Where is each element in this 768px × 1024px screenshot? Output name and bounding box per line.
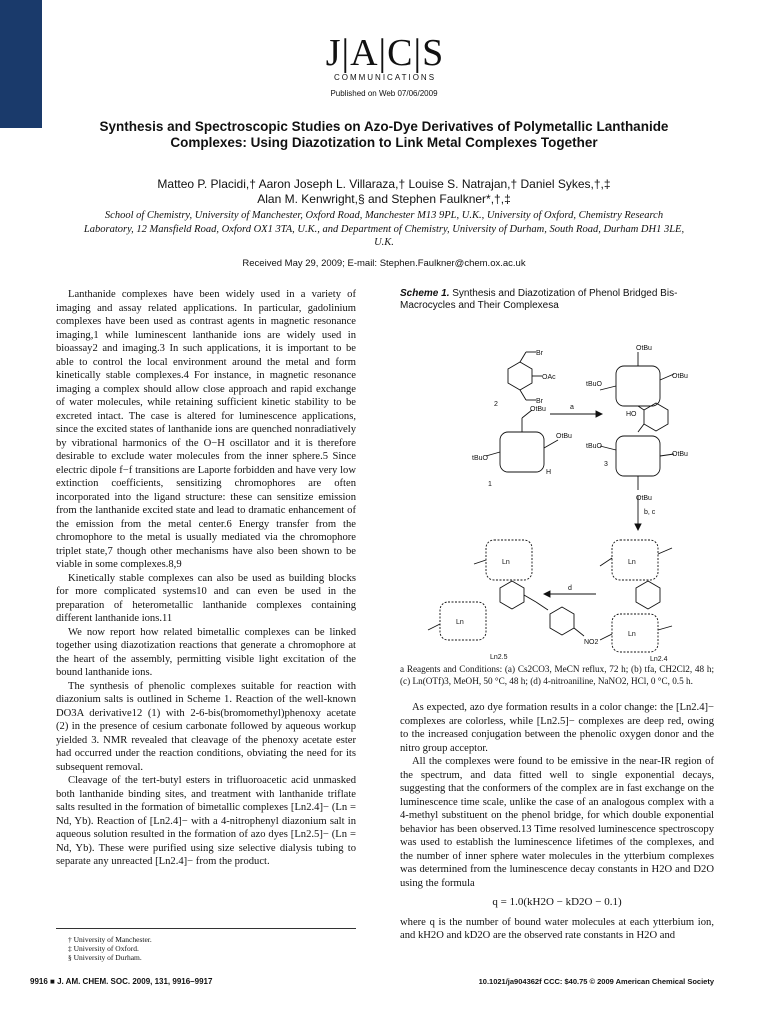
authors-line-2: Alan M. Kenwright,§ and Stephen Faulkner*,†,‡ [257,192,511,206]
scheme-conditions: a Reagents and Conditions: (a) Cs2CO3, MeCN reflux, 72 h; (b) tfa, CH2Cl2, 48 h; (c) Ln(OTf)3, MeOH, 50 °C, 48 h; (d) 4-nitroaniline, NaNO2, HCl, 0 °C, 0.5 h. [400,664,714,686]
body-paragraph: The synthesis of phenolic complexes suitable for reaction with diazonium salts is outlined in Scheme 1. Reaction of the well-known DO3A derivative12 (1) with 2-6-bis(bromomethyl)phenoxy acetate (2) in the presence of cesium carbonate followed by aqueous workup yielded 3. NMR revealed that cleavage of the phenoxy acetate ester had occurred under the reaction conditions, obviating the need for its subsequent removal. [56,680,356,773]
label-tbuo-c3b: tBuO [586,443,602,450]
label-ln-c5b: Ln [456,619,464,626]
compound-2-label: 2 [494,401,498,408]
journal-logo [320,34,450,82]
body-paragraph: We now report how related bimetallic complexes can be linked together using diazotization reactions that generate a chromophore at the heart of the assembly, permitting visible light excitation of the bound lanthanide ions. [56,626,356,678]
left-column [56,288,356,869]
label-ln-c4a: Ln [628,559,636,566]
compound-1-macrocycle [500,432,544,472]
logo-text: J|A|C|S [325,32,445,74]
label-otbu-c3a: OtBu [636,345,652,352]
author-list [90,177,678,207]
body-paragraph: Cleavage of the tert-butyl esters in trifluoroacetic acid unmasked both lanthanide binding sites, and treatment with lanthanide triflate salts resulted in the formation of bimetallic complexes [Ln2.4]− (Ln = Nd, Yb). Reaction of [Ln2.4]− with a 4-nitrophenyl diazonium salt in aqueous solution resulted in the formation of azo dyes [Ln2.5]− (Ln = Nd, Yb). These were purified using size selective dialysis tubing to separate any unreacted [Ln2.4]− from the product. [56,775,356,867]
step-a-label: a [570,404,574,411]
reaction-scheme-figure [400,314,714,662]
ln24-phenol-ring [636,581,660,609]
scheme-drawing [400,314,714,662]
affiliation-footnotes [56,928,356,962]
ln25-phenol-ring [500,581,524,609]
compound-3-phenol-ring [644,403,668,431]
scheme-caption [400,288,714,312]
label-otbu-c3c: OtBu [672,451,688,458]
label-h: H [546,469,552,476]
body-paragraph-continued: where q is the number of bound water molecules at each ytterbium ion, and kH2O and kD2O are the observed rate constants in H2O and [400,916,714,941]
logo-subtitle: COMMUNICATIONS [333,73,437,82]
footnote: † University of Manchester. [68,935,152,944]
scheme-caption-text: Synthesis and Diazotization of Phenol Bridged Bis-Macrocycles and Their Complexesa [400,288,678,311]
label-otbu-c3d: OtBu [636,495,652,502]
label-br-bottom: Br [536,398,543,405]
scheme-label: Scheme 1. [400,288,450,299]
label-otbu-c1b: OtBu [556,433,572,440]
right-body-text [400,701,714,943]
journal-sidebar-bar [0,0,42,128]
compound-2-ring [508,362,532,390]
label-ln-c4b: Ln [628,631,636,638]
step-bc-label: b, c [644,509,656,516]
step-d-label: d [568,585,572,592]
label-tbuo-c1: tBuO [472,455,488,462]
label-oac: OAc [542,374,556,381]
article-title: Synthesis and Spectroscopic Studies on Azo-Dye Derivatives of Polymetallic Lanthanide Complexes: Using Diazotization to Link Metal Complexes Together [99,119,669,150]
label-br-top: Br [536,350,543,357]
footnote: ‡ University of Oxford. [68,944,139,953]
label-ln-c5a: Ln [502,559,510,566]
label-otbu-c3b: OtBu [672,373,688,380]
page-footer-citation: 9916 ■ J. AM. CHEM. SOC. 2009, 131, 9916–9917 [30,977,213,986]
equation: q = 1.0(kH2O − kD2O − 0.1) [492,896,622,908]
body-paragraph: Kinetically stable complexes can also be used as building blocks for more complicated systems10 and can even be used in the preparation of heterometallic lanthanide complexes containing different lanthanide ions.11 [56,572,356,624]
body-paragraph: As expected, azo dye formation results in a color change: the [Ln2.4]− complexes are colorless, while [Ln2.5]− complexes are deep red, owing to the increased conjugation between the phenolic oxygen donor and the nitro group acceptor. [400,702,714,754]
body-paragraph: Lanthanide complexes have been widely used in a variety of imaging and assay related applications. In particular, gadolinium complexes have been used as contrast agents in magnetic resonance imaging,1 while luminescent lanthanide ions are widely used in bioassay2 and imaging.3 In such applications, it is important to be able to control the local environment around the metal and form kinetically stable complexes.4 For instance, in magnetic resonance imaging a complex should allow close approach and rapid exchange of water molecules, while retaining sufficient kinetic stability to be excreted intact. The case is altered for luminescence applications, since the excited states of lanthanide ions are quenched nonradiatively by vibrational harmonics of the O−H oscillator and it is therefore desirable to exclude water molecules from the inner sphere.5 Since electric dipole f−f transitions are Laporte forbidden and have very low extinction coefficients, sensitizing chromophores are often incorporated into the ligand structure: these can sensitize emission from the lanthanide excited state and lead to dramatic enhancement of the emission from the metal center.6 Energy transfer from the chromophore to the metal is usually mediated via the chromophore triplet state,7 though other mechanisms have also been shown to be viable in some complexes.8,9 [56,289,356,570]
label-otbu-c1: OtBu [530,406,546,413]
compound-ln25-label: Ln2.5 [490,654,508,661]
compound-1-label: 1 [488,481,492,488]
compound-3-lower-macrocycle [616,436,660,476]
label-no2: NO2 [584,639,599,646]
affiliations: School of Chemistry, University of Manchester, Oxford Road, Manchester M13 9PL, U.K., University of Oxford, Chemistry Research Laboratory, 12 Mansfield Road, Oxford OX1 3TA, U.K., and Department of Chemistry, University of Durham, South Road, Durham DH1 3LE, U.K. [83,210,685,248]
label-ho: HO [626,411,637,418]
received-line: Received May 29, 2009; E-mail: Stephen.Faulkner@chem.ox.ac.uk [242,258,526,269]
published-date: Published on Web 07/06/2009 [330,89,438,98]
body-paragraph: All the complexes were found to be emissive in the near-IR region of the spectrum, and data fitted well to single exponential decays, suggesting that the conformers of the complex are in fast exchange on the luminescence time scale, unlike the case of an analogous complex with a 4-methyl substituent on the phenol bridge, for which double exponential behavior has been observed.13 Time resolved luminescence spectroscopy was used to establish the luminescence lifetimes of the complexes, and the number of inner sphere water molecules in the ytterbium complexes was determined from the luminescence decay constants in H2O and D2O using the formula [400,756,714,889]
compound-3-label: 3 [604,461,608,468]
page-footer-doi: 10.1021/ja904362f CCC: $40.75 © 2009 American Chemical Society [478,977,714,986]
label-tbuo-c3a: tBuO [586,381,602,388]
right-column [400,288,714,943]
ln25-nitrophenyl-ring [550,607,574,635]
footnote: § University of Durham. [68,953,142,962]
compound-ln24-label: Ln2.4 [650,656,668,662]
authors-line-1: Matteo P. Placidi,† Aaron Joseph L. Villaraza,† Louise S. Natrajan,† Daniel Sykes,†,‡ [157,177,611,191]
compound-3-upper-macrocycle [616,366,660,406]
